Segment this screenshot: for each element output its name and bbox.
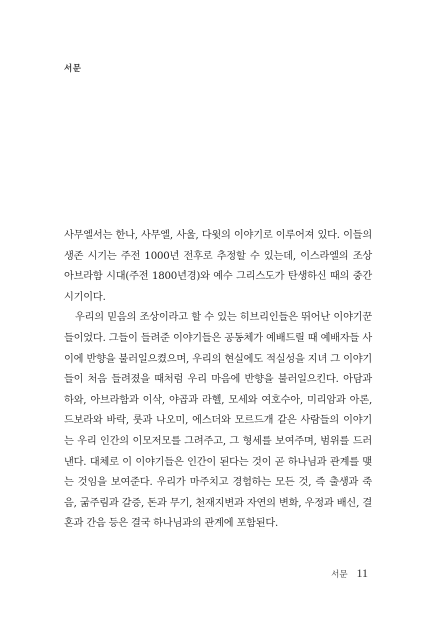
body-text — [64, 226, 372, 535]
page-footer — [331, 566, 368, 581]
paragraph-1: 사무엘서는 한나, 사무엘, 사울, 다윗의 이야기로 이루어져 있다. 이들의 생존 시기는 주전 1000년 전후로 추정할 수 있는데, 이스라엘의 조상 아브라함 시대(주전 1800년경)와 예수 그리스도가 탄생하신 때의 중간 시기이다. — [64, 230, 372, 303]
running-header: 서문 — [64, 64, 82, 74]
footer-section-label: 서문 — [331, 570, 348, 580]
paragraph-2: 우리의 믿음의 조상이라고 할 수 있는 히브리인들은 뛰어난 이야기꾼들이었다. 그들이 들려준 이야기들은 공동체가 예배드릴 때 예배자들 사이에 반향을 불러일으켰으며, 우리의 현실에도 적실성을 지녀 그 이야기들이 처음 들려졌을 때처럼 우리 마음에 반향을 불러일으킨다. 아담과 하와, 아브라함과 이삭, 야곱과 라헬, 모세와 여호수아, 미리암과 아론, 드보라와 바락, 룻과 나오미, 에스더와 모르드개 같은 사람들의 이야기는 우리 인간의 이모저모를 그려주고, 그 형세를 보여주며, 범위를 드러낸다. 대체로 이 이야기들은 인간이 된다는 것이 곧 하나님과 관계를 맺는 것임을 보여준다. 우리가 마주치고 경험하는 모든 것, 즉 출생과 죽음, 굶주림과 갈증, 돈과 무기, 천재지변과 자연의 변화, 우정과 배신, 결혼과 간음 등은 결국 하나님과의 관계에 포함된다. — [64, 312, 372, 530]
page-number: 11 — [356, 566, 368, 580]
